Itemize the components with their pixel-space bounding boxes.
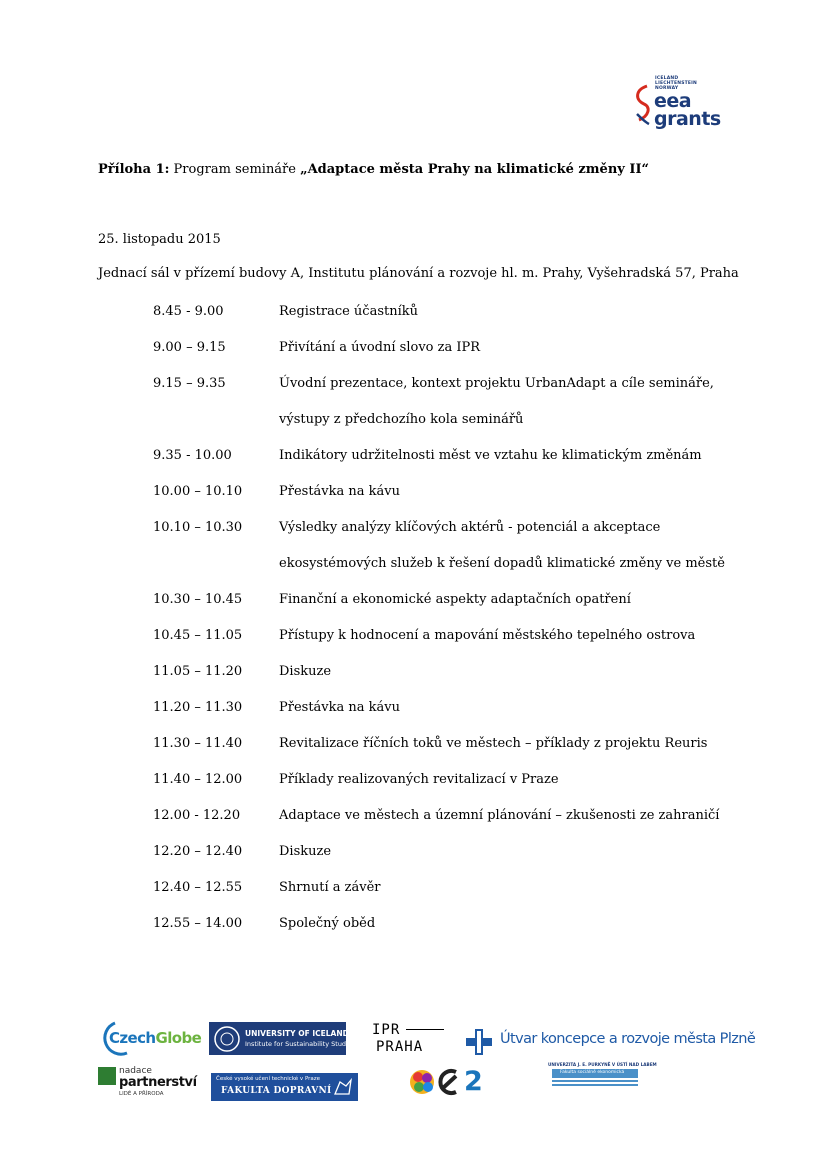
program-description-line: Diskuze <box>279 664 332 679</box>
program-time: 9.15 – 9.35 <box>153 376 226 391</box>
program-time: 10.10 – 10.30 <box>153 520 243 535</box>
program-description-line: ekosystémových služeb k řešení dopadů klimatické změny ve městě <box>279 556 725 571</box>
partnerstvi-tagline: LIDÉ A PŘÍRODA <box>119 1091 164 1097</box>
program-row <box>153 474 753 510</box>
eea-swirl-icon <box>631 84 653 128</box>
program-row <box>153 438 753 474</box>
partnerstvi-leaf-icon <box>98 1067 116 1085</box>
ipr-praha-logo <box>372 1022 444 1056</box>
program-time: 12.40 – 12.55 <box>153 880 243 895</box>
program-description-line: Přestávka na kávu <box>279 700 401 715</box>
event-date: 25. listopadu 2015 <box>98 232 221 247</box>
ci2-number: 2 <box>464 1066 483 1097</box>
ujep-fse-logo <box>546 1062 657 1088</box>
eea-wordmark <box>654 92 721 128</box>
program-description <box>279 330 739 366</box>
program-row <box>153 762 753 798</box>
ujep-rule-2 <box>552 1084 638 1086</box>
eea-word: eea <box>654 90 692 112</box>
ujep-faculty: Fakulta sociálně ekonomická <box>560 1070 625 1075</box>
program-description-line: Úvodní prezentace, kontext projektu UrbanAdapt a cíle semináře, <box>279 376 714 391</box>
program-row <box>153 906 753 942</box>
program-description <box>279 510 739 582</box>
czechglobe-czech: Czech <box>109 1029 156 1047</box>
program-time: 10.00 – 10.10 <box>153 484 243 499</box>
program-description <box>279 726 739 762</box>
program-row <box>153 294 753 330</box>
attachment-label: Příloha 1: <box>98 162 170 177</box>
program-description <box>279 834 739 870</box>
program-time: 10.30 – 10.45 <box>153 592 243 607</box>
uoi-name: UNIVERSITY OF ICELAND <box>245 1029 349 1038</box>
eea-country-iceland: ICELAND <box>655 76 679 81</box>
program-description-line: Přístupy k hodnocení a mapování městského tepelného ostrova <box>279 628 696 643</box>
ujep-rule-1 <box>552 1080 638 1082</box>
program-description-line: výstupy z předchozího kola seminářů <box>279 412 524 427</box>
program-description <box>279 438 739 474</box>
praha-text: PRAHA <box>376 1039 424 1055</box>
grants-word: grants <box>654 108 721 130</box>
plzen-text: Útvar koncepce a rozvoje města Plzně <box>500 1031 756 1047</box>
program-row <box>153 618 753 654</box>
partnerstvi-name: partnerství <box>119 1075 197 1090</box>
program-time: 11.20 – 11.30 <box>153 700 243 715</box>
cvut-fd-logo <box>211 1073 358 1101</box>
program-description-line: Přestávka na kávu <box>279 484 401 499</box>
eea-countries <box>655 76 697 91</box>
nadace-partnerstvi-logo <box>98 1067 202 1099</box>
program-row <box>153 726 753 762</box>
program-description <box>279 870 739 906</box>
program-description <box>279 294 739 330</box>
program-row <box>153 366 753 438</box>
ukr-plzen-logo <box>466 1028 756 1056</box>
program-description <box>279 582 739 618</box>
program-description-line: Registrace účastníků <box>279 304 419 319</box>
program-row <box>153 330 753 366</box>
czechglobe-globe: Globe <box>155 1029 202 1047</box>
program-time: 8.45 - 9.00 <box>153 304 224 319</box>
program-description-line: Finanční a ekonomické aspekty adaptačních opatření <box>279 592 631 607</box>
program-description-line: Společný oběd <box>279 916 376 931</box>
partnerstvi-nadace: nadace <box>119 1066 152 1076</box>
ujep-name: UNIVERZITA J. E. PURKYNĚ V ÚSTÍ NAD LABEM <box>548 1062 657 1067</box>
program-description-line: Revitalizace říčních toků ve městech – příklady z projektu Reuris <box>279 736 708 751</box>
program-description-line: Indikátory udržitelnosti měst ve vztahu ke klimatickým změnám <box>279 448 702 463</box>
program-time: 11.05 – 11.20 <box>153 664 243 679</box>
seminar-title: „Adaptace města Prahy na klimatické změny II“ <box>300 162 650 177</box>
program-description-line: Shrnutí a závěr <box>279 880 381 895</box>
title-text: Program semináře <box>169 162 301 177</box>
program-time: 11.30 – 11.40 <box>153 736 243 751</box>
program-description <box>279 906 739 942</box>
program-description-line: Adaptace ve městech a územní plánování – zkušenosti ze zahraničí <box>279 808 720 823</box>
cvut-lion-icon <box>332 1076 354 1098</box>
program-description <box>279 654 739 690</box>
czechglobe-logo <box>97 1020 202 1056</box>
program-description <box>279 762 739 798</box>
program-description <box>279 618 739 654</box>
university-seal-icon <box>213 1025 241 1053</box>
cvut-name: České vysoké učení technické v Praze <box>216 1076 321 1082</box>
document-title <box>98 162 649 177</box>
program-time: 11.40 – 12.00 <box>153 772 243 787</box>
program-row <box>153 510 753 582</box>
university-of-iceland-logo <box>209 1022 356 1055</box>
program-row <box>153 798 753 834</box>
program-time: 9.35 - 10.00 <box>153 448 232 463</box>
program-description <box>279 690 739 726</box>
eea-country-norway: NORWAY <box>655 86 679 91</box>
program-time: 12.00 - 12.20 <box>153 808 241 823</box>
eea-grants-logo <box>631 76 721 134</box>
program-time: 10.45 – 11.05 <box>153 628 243 643</box>
program-description-line: Přivítání a úvodní slovo za IPR <box>279 340 481 355</box>
cvut-faculty: FAKULTA DOPRAVNÍ <box>221 1086 332 1096</box>
program-time: 12.20 – 12.40 <box>153 844 243 859</box>
program-description <box>279 474 739 510</box>
program-row <box>153 582 753 618</box>
ci2-logo <box>408 1066 488 1098</box>
program-time: 12.55 – 14.00 <box>153 916 243 931</box>
program-description-line: Příklady realizovaných revitalizací v Praze <box>279 772 559 787</box>
event-venue: Jednací sál v přízemí budovy A, Institutu plánování a rozvoje hl. m. Prahy, Vyšehradská 57, Praha <box>98 266 739 281</box>
program-description-line: Výsledky analýzy klíčových aktérů - potenciál a akceptace <box>279 520 661 535</box>
program-list <box>153 294 753 942</box>
plzen-cross-icon <box>466 1029 492 1055</box>
ipr-rule <box>406 1029 444 1030</box>
ipr-text: IPR <box>372 1022 401 1038</box>
program-description <box>279 798 739 834</box>
program-row <box>153 870 753 906</box>
uoi-institute: Institute for Sustainability Studies <box>245 1040 356 1048</box>
program-row <box>153 834 753 870</box>
program-description <box>279 366 739 438</box>
program-row <box>153 654 753 690</box>
eea-country-liechtenstein: LIECHTENSTEIN <box>655 81 698 86</box>
program-description-line: Diskuze <box>279 844 332 859</box>
program-time: 9.00 – 9.15 <box>153 340 226 355</box>
program-row <box>153 690 753 726</box>
